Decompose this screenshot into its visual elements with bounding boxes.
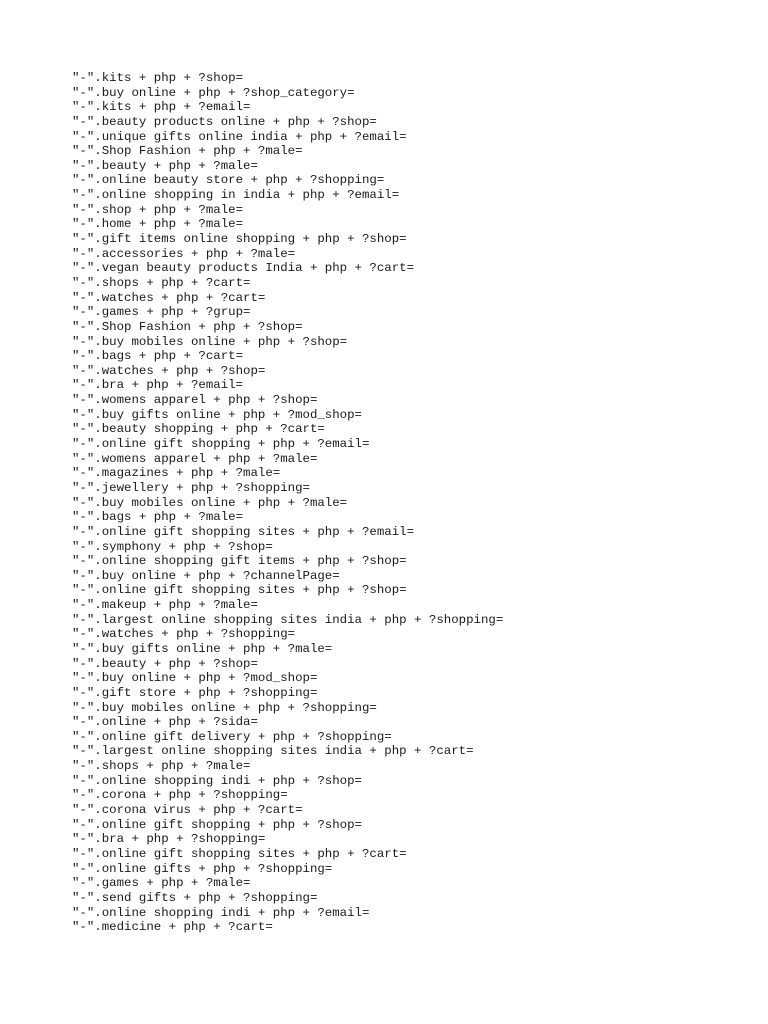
text-line: "-".online shopping indi + php + ?shop= — [72, 773, 362, 788]
text-line: "-".largest online shopping sites india + php + ?cart= — [72, 744, 474, 759]
text-line: "-".beauty + php + ?shop= — [72, 656, 258, 671]
text-line: "-".kits + php + ?email= — [72, 100, 251, 115]
text-line: "-".Shop Fashion + php + ?shop= — [72, 319, 303, 334]
text-line: "-".games + php + ?grup= — [72, 305, 251, 320]
text-line-list — [72, 71, 752, 935]
text-line: "-".online shopping in india + php + ?email= — [72, 188, 400, 203]
text-line: "-".buy online + php + ?mod_shop= — [72, 671, 318, 686]
text-line: "-".online beauty store + php + ?shopping= — [72, 173, 385, 188]
text-line: "-".online shopping gift items + php + ?shop= — [72, 554, 407, 569]
text-line: "-".watches + php + ?shopping= — [72, 627, 296, 642]
text-line: "-".games + php + ?male= — [72, 876, 251, 891]
text-line: "-".buy mobiles online + php + ?shop= — [72, 334, 348, 349]
text-line: "-".watches + php + ?cart= — [72, 290, 266, 305]
text-line: "-".watches + php + ?shop= — [72, 363, 266, 378]
text-line: "-".buy mobiles online + php + ?male= — [72, 495, 348, 510]
text-line: "-".buy online + php + ?channelPage= — [72, 568, 340, 583]
text-line: "-".bra + php + ?email= — [72, 378, 244, 393]
text-line: "-".online gift delivery + php + ?shopping= — [72, 729, 392, 744]
text-line: "-".online + php + ?sida= — [72, 715, 258, 730]
text-line: "-".buy gifts online + php + ?mod_shop= — [72, 407, 362, 422]
text-line: "-".online gift shopping sites + php + ?shop= — [72, 583, 407, 598]
text-line: "-".online gift shopping sites + php + ?email= — [72, 524, 415, 539]
text-line: "-".beauty products online + php + ?shop= — [72, 114, 377, 129]
text-line: "-".corona + php + ?shopping= — [72, 788, 288, 803]
text-line: "-".buy gifts online + php + ?male= — [72, 641, 333, 656]
text-line: "-".buy mobiles online + php + ?shopping= — [72, 700, 377, 715]
text-line: "-".beauty + php + ?male= — [72, 158, 258, 173]
text-line: "-".kits + php + ?shop= — [72, 71, 244, 85]
text-line: "-".shops + php + ?cart= — [72, 275, 251, 290]
text-line: "-".makeup + php + ?male= — [72, 598, 258, 613]
text-line: "-".send gifts + php + ?shopping= — [72, 890, 318, 905]
text-line: "-".bra + php + ?shopping= — [72, 832, 266, 847]
text-line: "-".largest online shopping sites india + php + ?shopping= — [72, 612, 504, 627]
text-line: "-".online gift shopping sites + php + ?cart= — [72, 846, 407, 861]
text-line: "-".shops + php + ?male= — [72, 759, 251, 774]
text-line: "-".online gift shopping + php + ?shop= — [72, 817, 362, 832]
text-line: "-".gift items online shopping + php + ?shop= — [72, 232, 407, 247]
text-line: "-".womens apparel + php + ?male= — [72, 451, 318, 466]
text-line: "-".symphony + php + ?shop= — [72, 539, 273, 554]
text-line: "-".buy online + php + ?shop_category= — [72, 85, 355, 100]
text-line: "-".vegan beauty products India + php + ?cart= — [72, 261, 415, 276]
text-line: "-".corona virus + php + ?cart= — [72, 803, 303, 818]
text-line: "-".unique gifts online india + php + ?email= — [72, 129, 407, 144]
text-line: "-".online gift shopping + php + ?email= — [72, 437, 370, 452]
text-line: "-".Shop Fashion + php + ?male= — [72, 144, 303, 159]
text-line: "-".shop + php + ?male= — [72, 202, 244, 217]
text-line: "-".home + php + ?male= — [72, 217, 244, 232]
text-line: "-".bags + php + ?cart= — [72, 349, 244, 364]
text-line: "-".jewellery + php + ?shopping= — [72, 480, 310, 495]
text-line: "-".online gifts + php + ?shopping= — [72, 861, 333, 876]
text-line: "-".beauty shopping + php + ?cart= — [72, 422, 325, 437]
text-line: "-".accessories + php + ?male= — [72, 246, 296, 261]
text-line: "-".bags + php + ?male= — [72, 510, 244, 525]
text-line: "-".magazines + php + ?male= — [72, 466, 281, 481]
text-line: "-".gift store + php + ?shopping= — [72, 685, 318, 700]
text-line: "-".online shopping indi + php + ?email= — [72, 905, 370, 920]
text-line: "-".womens apparel + php + ?shop= — [72, 393, 318, 408]
text-line: "-".medicine + php + ?cart= — [72, 920, 273, 935]
